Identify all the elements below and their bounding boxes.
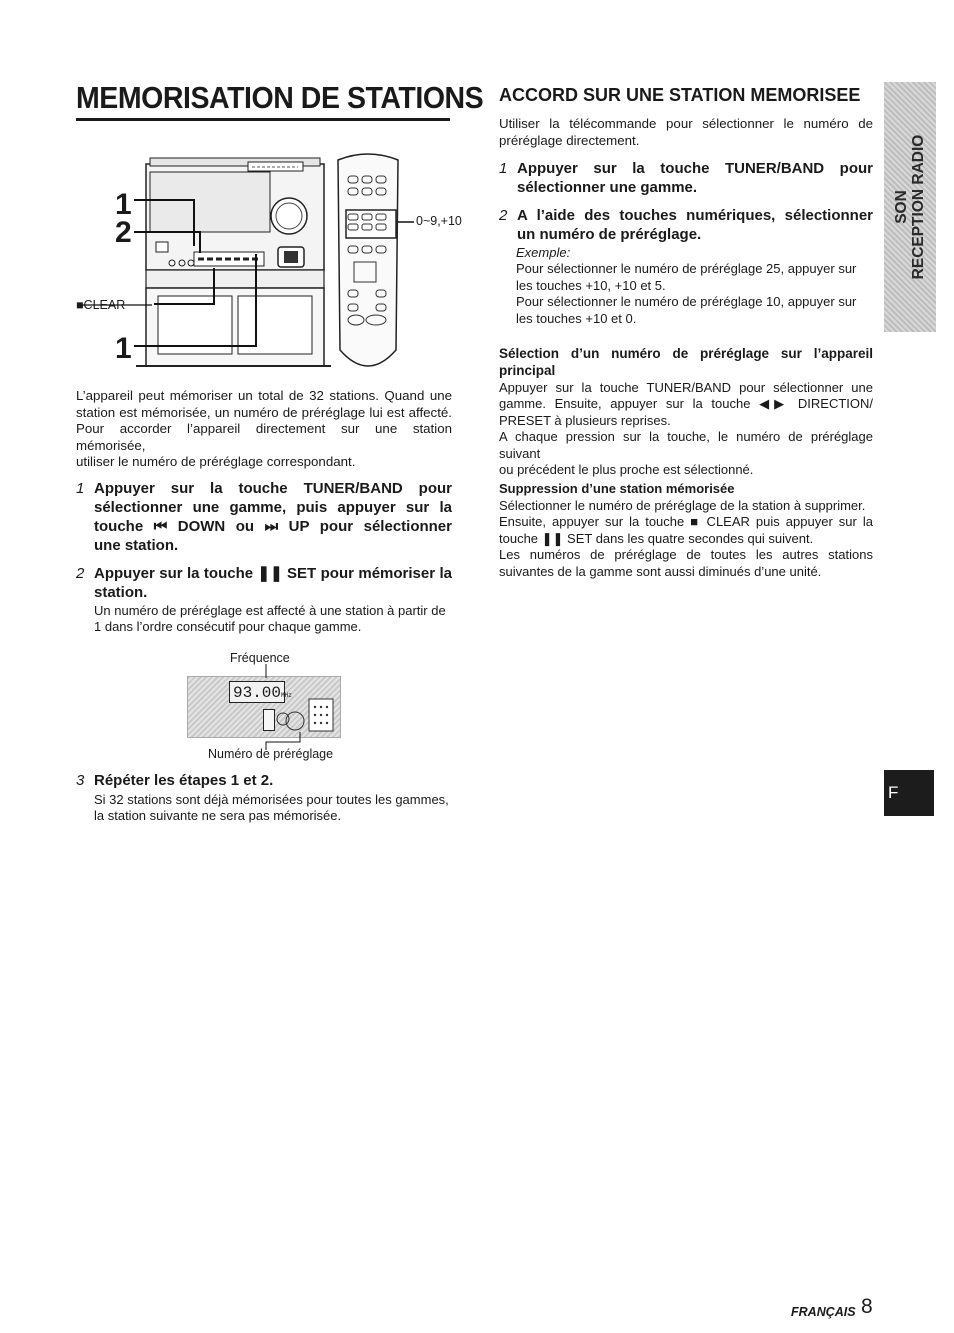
step-number: 2 xyxy=(499,207,508,224)
step-line: Appuyer sur la touche TUNER/BAND pour xyxy=(517,160,873,177)
body-line: la station suivante ne sera pas mémorisée. xyxy=(94,808,342,824)
callout-1-bottom: 1 xyxy=(115,332,132,365)
intro-line: utiliser le numéro de préréglage correspondant. xyxy=(76,454,356,469)
body-line: A chaque pression sur la touche, le numéro de préréglage suivant xyxy=(499,429,873,461)
body-line: PRESET à plusieurs reprises. xyxy=(499,412,671,428)
step-line: sélectionner une gamme. xyxy=(517,179,698,196)
preset-number-label: Numéro de préréglage xyxy=(208,747,334,761)
body-line: les touches +10, +10 et 5. xyxy=(516,277,666,293)
body-line: Pour sélectionner le numéro de préréglage 10, appuyer sur xyxy=(516,294,857,310)
step-line: station. xyxy=(94,584,148,601)
left-step-3 xyxy=(76,771,452,790)
display-leader-lines xyxy=(230,664,340,750)
body-line: ou précédent le plus proche est sélectionné. xyxy=(499,462,754,478)
body-line: Appuyer sur la touche TUNER/BAND pour sélectionner une xyxy=(499,380,873,395)
selection-body xyxy=(499,380,873,478)
step-number: 1 xyxy=(499,160,508,177)
body-line: Ensuite, appuyer sur la touche ■ CLEAR puis appuyer sur la xyxy=(499,514,873,530)
callout-2: 2 xyxy=(115,216,132,249)
step-line: Appuyer sur la touche TUNER/BAND pour xyxy=(94,480,452,497)
body-line: Un numéro de préréglage est affecté à une station à partir de xyxy=(94,603,446,618)
selection-heading xyxy=(499,345,873,379)
body-line: touche ❚❚ SET dans les quatre secondes qui suivent. xyxy=(499,530,814,546)
body-line: Les numéros de préréglage de toutes les autres stations xyxy=(499,547,873,563)
right-intro xyxy=(499,116,873,149)
deletion-heading: Suppression d’une station mémorisée xyxy=(499,481,735,496)
language-tab: F xyxy=(884,770,934,816)
page-number: 8 xyxy=(861,1295,873,1318)
body-line: Pour sélectionner le numéro de préréglage 25, appuyer sur xyxy=(516,261,857,277)
side-tab-line: SON xyxy=(893,190,910,224)
step-line: un numéro de préréglage. xyxy=(517,226,702,243)
left-step-2-body xyxy=(94,603,452,636)
frequency-value: 93.00 xyxy=(233,684,282,702)
intro-paragraph xyxy=(76,388,452,471)
step-line: une station. xyxy=(94,537,179,554)
intro-line: station est mémorisée, un numéro de préréglage lui est affecté. xyxy=(76,404,452,420)
body-line: Sélectionner le numéro de préréglage de la station à supprimer. xyxy=(499,498,866,513)
step-number: 1 xyxy=(76,480,85,497)
intro-line: Pour accorder l’appareil directement sur une station mémorisée, xyxy=(76,421,452,453)
step-number: 3 xyxy=(76,772,85,789)
step-line: Appuyer sur la touche ❚❚ SET pour mémoriser la xyxy=(94,565,452,582)
body-line: gamme. Ensuite, appuyer sur la touche ◀▶ DIRECTION/ xyxy=(499,396,873,412)
body-line: les touches +10 et 0. xyxy=(516,310,637,326)
section-heading: ACCORD SUR UNE STATION MEMORISEE xyxy=(499,85,861,105)
body-line: Si 32 stations sont déjà mémorisées pour toutes les gammes, xyxy=(94,792,449,807)
left-step-1 xyxy=(76,479,452,555)
intro-line: L’appareil peut mémoriser un total de 32 stations. Quand une xyxy=(76,388,452,403)
section-side-tab xyxy=(884,82,936,332)
body-line: préréglage directement. xyxy=(499,132,640,148)
deletion-body xyxy=(499,498,873,580)
left-step-3-body xyxy=(94,792,452,825)
keys-label: 0~9,+10 xyxy=(416,214,462,228)
example-label: Exemple: xyxy=(516,245,571,260)
right-step-2 xyxy=(499,206,873,244)
body-line: suivantes de la gamme sont aussi diminués d’une unité. xyxy=(499,563,822,579)
heading-line: Sélection d’un numéro de préréglage sur l’appareil xyxy=(499,346,873,361)
title-underline xyxy=(76,118,450,121)
step-title: Répéter les étapes 1 et 2. xyxy=(94,772,274,789)
frequency-label: Fréquence xyxy=(230,651,290,665)
step-line: A l’aide des touches numériques, sélectionner xyxy=(517,207,873,224)
side-tab-line: RECEPTION RADIO xyxy=(910,134,927,280)
stereo-remote-illustration xyxy=(76,150,471,375)
body-line: 1 dans l’ordre consécutif pour chaque gamme. xyxy=(94,619,362,635)
page-title: MEMORISATION DE STATIONS xyxy=(76,80,484,115)
right-step-1 xyxy=(499,159,873,197)
step-line: touche ⏮ DOWN ou ⏭ UP pour sélectionner xyxy=(94,518,452,535)
example-block xyxy=(516,245,873,327)
body-line: Utiliser la télécommande pour sélectionner le numéro de xyxy=(499,116,873,131)
callout-1-top: 1 xyxy=(115,188,132,221)
heading-line: principal xyxy=(499,363,556,378)
frequency-unit: MHz xyxy=(281,692,292,699)
step-number: 2 xyxy=(76,565,85,582)
footer-language: FRANÇAIS xyxy=(791,1305,856,1319)
step-line: sélectionner une gamme, puis appuyer sur la xyxy=(94,499,452,516)
clear-label: ■CLEAR xyxy=(76,298,126,312)
left-step-2 xyxy=(76,564,452,602)
